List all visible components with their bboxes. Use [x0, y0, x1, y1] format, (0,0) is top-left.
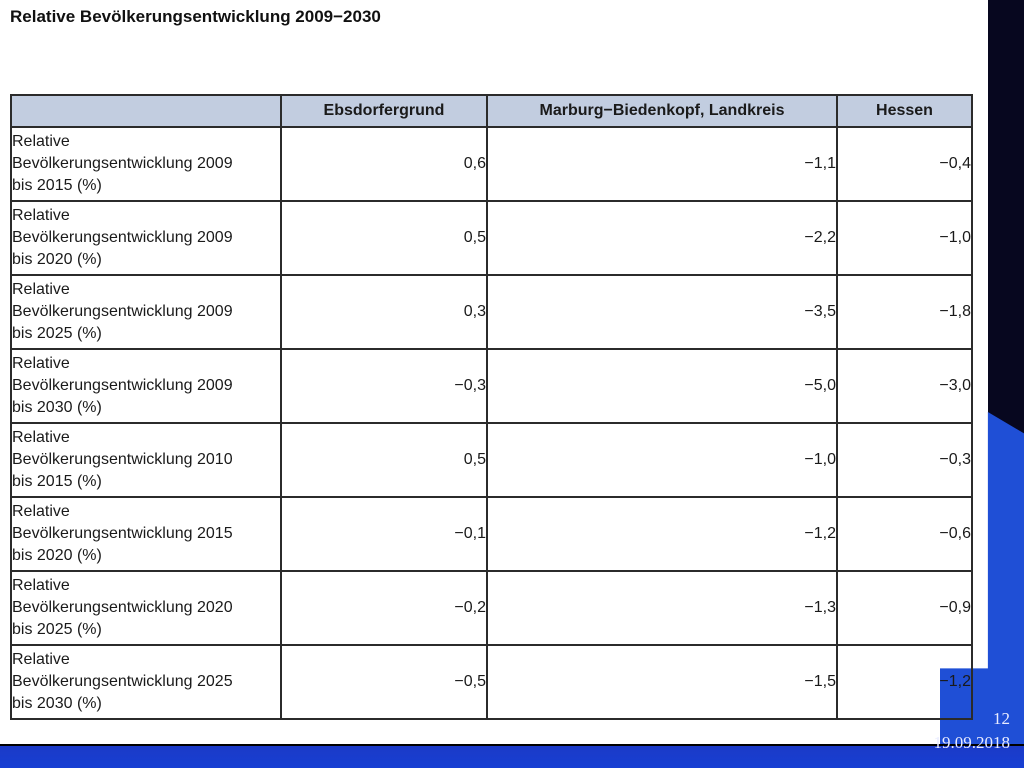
row-label-line: Bevölkerungsentwicklung 2009: [12, 229, 233, 246]
row-label-line: bis 2015 (%): [12, 177, 102, 194]
table-row: [11, 201, 972, 275]
value-marburg-biedenkopf: −1,5: [487, 645, 837, 719]
value-marburg-biedenkopf: −5,0: [487, 349, 837, 423]
value-marburg-biedenkopf: −3,5: [487, 275, 837, 349]
table-row: [11, 645, 972, 719]
row-label-line: Bevölkerungsentwicklung 2009: [12, 377, 233, 394]
value-ebsdorfergrund: 0,3: [281, 275, 487, 349]
row-label: [11, 127, 281, 201]
row-label-line: Relative: [12, 133, 70, 150]
row-label-line: bis 2020 (%): [12, 547, 102, 564]
value-hessen: −3,0: [837, 349, 972, 423]
row-label-line: Bevölkerungsentwicklung 2010: [12, 451, 233, 468]
row-label-line: Relative: [12, 577, 70, 594]
row-label-line: Relative: [12, 207, 70, 224]
row-label: [11, 423, 281, 497]
value-ebsdorfergrund: 0,5: [281, 201, 487, 275]
header-marburg-biedenkopf: Marburg−Biedenkopf, Landkreis: [487, 95, 837, 127]
value-hessen: −0,6: [837, 497, 972, 571]
value-ebsdorfergrund: 0,6: [281, 127, 487, 201]
row-label: [11, 571, 281, 645]
value-ebsdorfergrund: 0,5: [281, 423, 487, 497]
slide-bottom-bar: [0, 744, 1024, 768]
row-label-line: bis 2015 (%): [12, 473, 102, 490]
row-label-line: bis 2020 (%): [12, 251, 102, 268]
table-row: [11, 349, 972, 423]
value-ebsdorfergrund: −0,2: [281, 571, 487, 645]
value-marburg-biedenkopf: −2,2: [487, 201, 837, 275]
value-hessen: −0,9: [837, 571, 972, 645]
table-row: [11, 127, 972, 201]
value-ebsdorfergrund: −0,1: [281, 497, 487, 571]
value-hessen: −1,0: [837, 201, 972, 275]
row-label-line: Bevölkerungsentwicklung 2020: [12, 599, 233, 616]
row-label: [11, 275, 281, 349]
row-label: [11, 349, 281, 423]
value-hessen: −1,2: [837, 645, 972, 719]
row-label-line: Relative: [12, 281, 70, 298]
row-label-line: Bevölkerungsentwicklung 2009: [12, 303, 233, 320]
row-label-line: Relative: [12, 503, 70, 520]
row-label: [11, 201, 281, 275]
row-label-line: Bevölkerungsentwicklung 2015: [12, 525, 233, 542]
value-marburg-biedenkopf: −1,0: [487, 423, 837, 497]
table-row: [11, 571, 972, 645]
table-row: [11, 497, 972, 571]
slide-date: 19.09.2018: [933, 733, 1010, 752]
row-label-line: Relative: [12, 355, 70, 372]
header-hessen: Hessen: [837, 95, 972, 127]
population-table: [10, 94, 973, 720]
page-title: Relative Bevölkerungsentwicklung 2009−2030: [10, 7, 381, 26]
row-label-line: Bevölkerungsentwicklung 2009: [12, 155, 233, 172]
row-label-line: Relative: [12, 429, 70, 446]
table-header-row: [11, 95, 972, 127]
value-hessen: −1,8: [837, 275, 972, 349]
row-label-line: Bevölkerungsentwicklung 2025: [12, 673, 233, 690]
value-ebsdorfergrund: −0,3: [281, 349, 487, 423]
value-marburg-biedenkopf: −1,1: [487, 127, 837, 201]
table-row: [11, 275, 972, 349]
table-row: [11, 423, 972, 497]
row-label: [11, 645, 281, 719]
row-label: [11, 497, 281, 571]
row-label-line: bis 2025 (%): [12, 621, 102, 638]
row-label-line: bis 2030 (%): [12, 695, 102, 712]
value-hessen: −0,4: [837, 127, 972, 201]
header-empty: [11, 95, 281, 127]
row-label-line: Relative: [12, 651, 70, 668]
value-ebsdorfergrund: −0,5: [281, 645, 487, 719]
value-marburg-biedenkopf: −1,2: [487, 497, 837, 571]
value-hessen: −0,3: [837, 423, 972, 497]
row-label-line: bis 2025 (%): [12, 325, 102, 342]
slide-page-number: 12: [993, 709, 1010, 728]
value-marburg-biedenkopf: −1,3: [487, 571, 837, 645]
header-ebsdorfergrund: Ebsdorfergrund: [281, 95, 487, 127]
row-label-line: bis 2030 (%): [12, 399, 102, 416]
